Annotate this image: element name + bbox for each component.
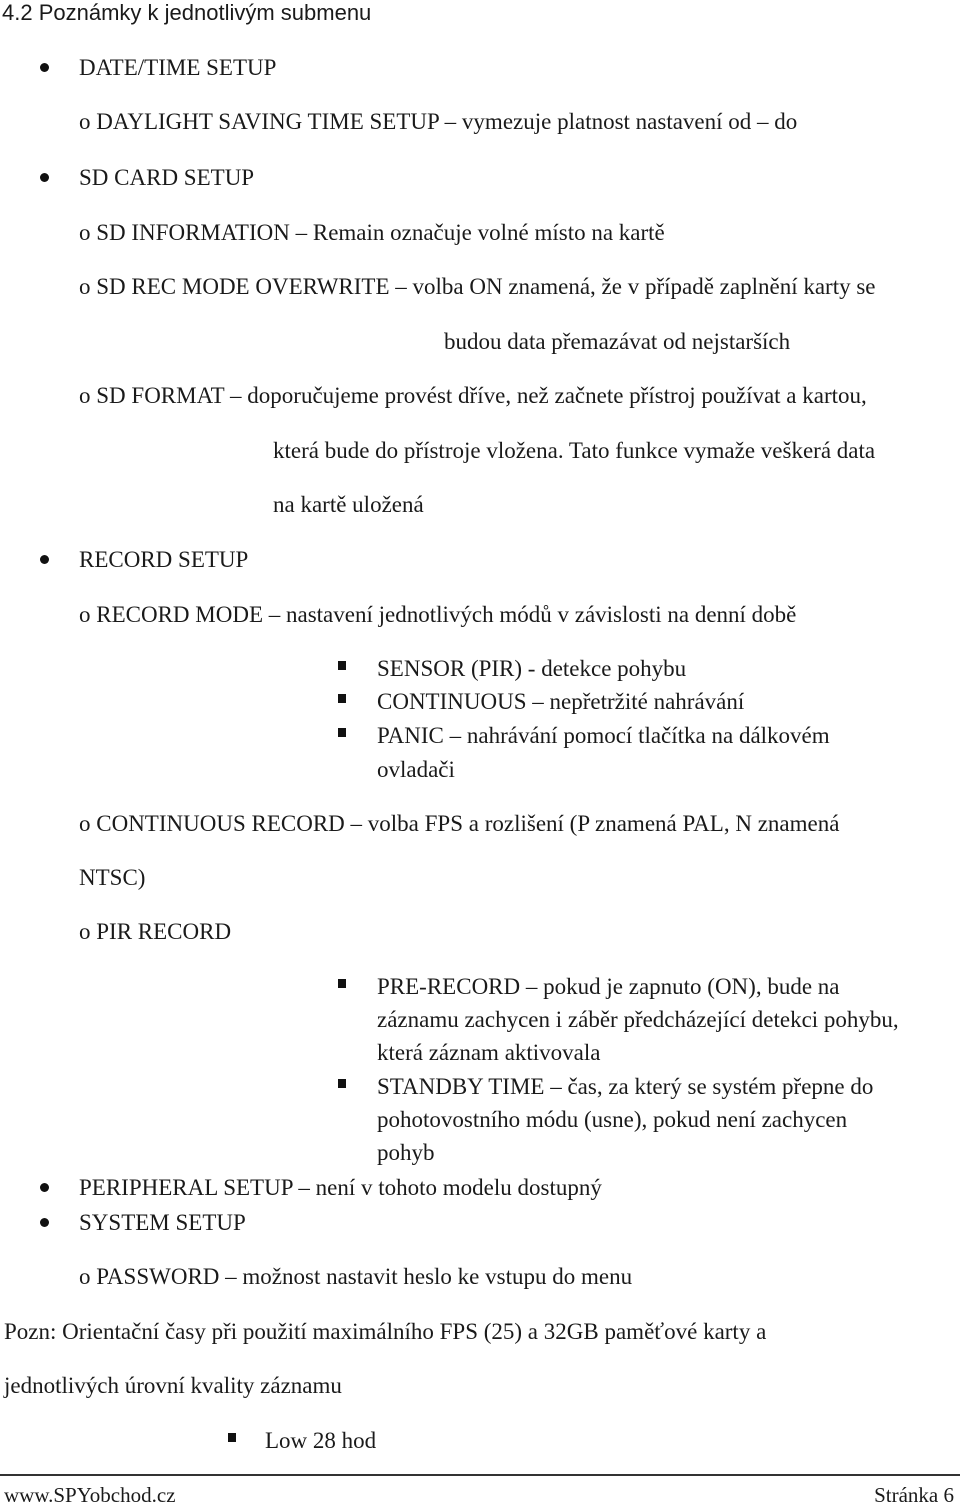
pir-record-line: o PIR RECORD	[79, 919, 232, 944]
sd-format-continuation: která bude do přístroje vložena. Tato funkce vymaže veškerá data	[273, 438, 876, 463]
square-bullet-icon	[338, 1079, 346, 1088]
note-line: Pozn: Orientační časy při použití maximálního FPS (25) a 32GB paměťové karty a	[4, 1319, 767, 1344]
note-item: Low 28 hod	[265, 1428, 377, 1453]
bullet-icon	[40, 63, 49, 72]
peripheral-heading: PERIPHERAL SETUP – není v tohoto modelu dostupný	[79, 1175, 602, 1200]
record-mode-item: PANIC – nahrávání pomocí tlačítka na dálkovém	[377, 723, 830, 748]
record-mode-item: CONTINUOUS – nepřetržité nahrávání	[377, 689, 745, 714]
record-mode-item-continuation: ovladači	[377, 757, 455, 782]
square-bullet-icon	[338, 661, 346, 670]
note-line-continuation: jednotlivých úrovní kvality záznamu	[4, 1373, 342, 1398]
record-mode-item: SENSOR (PIR) - detekce pohybu	[377, 656, 687, 681]
pir-item-continuation: pohotovostního módu (usne), pokud není zachycen	[377, 1107, 848, 1132]
square-bullet-icon	[338, 694, 346, 703]
footer-page-number: Stránka 6	[874, 1483, 954, 1507]
square-bullet-icon	[228, 1433, 236, 1442]
footer-rule	[0, 1474, 960, 1476]
sd-format-continuation-2: na kartě uložená	[273, 492, 424, 517]
square-bullet-icon	[338, 728, 346, 737]
bullet-icon	[40, 555, 49, 564]
pir-item: STANDBY TIME – čas, za který se systém přepne do	[377, 1074, 874, 1099]
footer-website-link[interactable]: www.SPYobchod.cz	[4, 1483, 176, 1507]
sd-card-heading: SD CARD SETUP	[79, 165, 255, 190]
pir-item-continuation: která záznam aktivovala	[377, 1040, 601, 1065]
continuous-record-line: o CONTINUOUS RECORD – volba FPS a rozlišení (P znamená PAL, N znamená	[79, 811, 840, 836]
date-time-heading: DATE/TIME SETUP	[79, 55, 277, 80]
continuous-record-continuation: NTSC)	[79, 865, 146, 890]
password-line: o PASSWORD – možnost nastavit heslo ke vstupu do menu	[79, 1264, 633, 1289]
record-mode-line: o RECORD MODE – nastavení jednotlivých módů v závislosti na denní době	[79, 602, 797, 627]
sd-overwrite-line: o SD REC MODE OVERWRITE – volba ON znamená, že v případě zaplnění karty se	[79, 274, 876, 299]
sd-overwrite-continuation: budou data přemazávat od nejstarších	[444, 329, 791, 354]
sd-info-line: o SD INFORMATION – Remain označuje volné místo na kartě	[79, 220, 665, 245]
bullet-icon	[40, 173, 49, 182]
square-bullet-icon	[338, 979, 346, 988]
dst-line: o DAYLIGHT SAVING TIME SETUP – vymezuje platnost nastavení od – do	[79, 109, 798, 134]
system-heading: SYSTEM SETUP	[79, 1210, 246, 1235]
record-heading: RECORD SETUP	[79, 547, 249, 572]
bullet-icon	[40, 1218, 49, 1227]
pir-item: PRE-RECORD – pokud je zapnuto (ON), bude na	[377, 974, 840, 999]
bullet-icon	[40, 1183, 49, 1192]
sd-format-line: o SD FORMAT – doporučujeme provést dříve, než začnete přístroj používat a kartou,	[79, 383, 867, 408]
section-title: 4.2 Poznámky k jednotlivým submenu	[2, 0, 372, 25]
pir-item-continuation: pohyb	[377, 1140, 435, 1165]
pir-item-continuation: záznamu zachycen i záběr předcházející detekci pohybu,	[377, 1007, 899, 1032]
